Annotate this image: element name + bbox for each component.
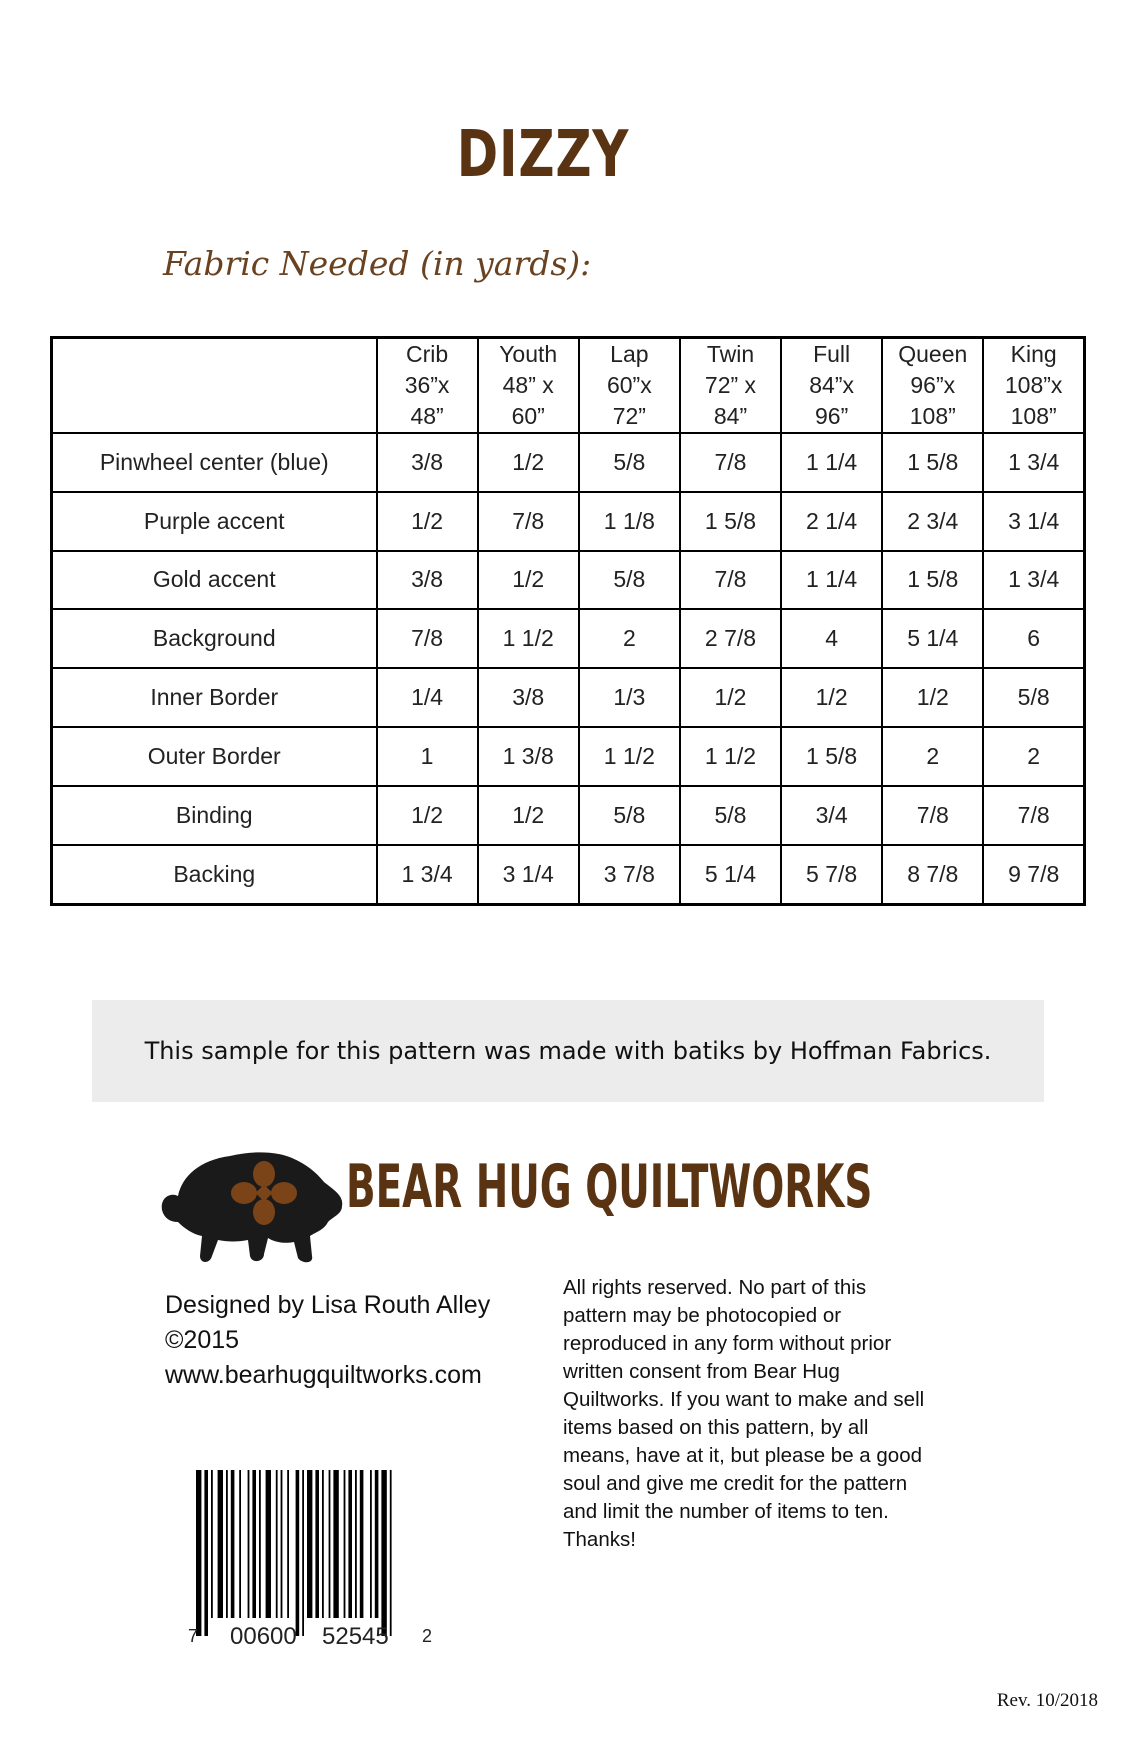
size-header-dims: 108”x — [1004, 372, 1063, 398]
size-header-name: Youth — [499, 341, 558, 367]
yardage-cell: 9 7/8 — [983, 845, 1084, 905]
yardage-cell: 6 — [983, 609, 1084, 668]
size-header-queen — [882, 338, 983, 434]
size-header-dims: 36”x — [404, 372, 450, 398]
yardage-cell: 3 7/8 — [579, 845, 680, 905]
size-header-row — [52, 338, 1085, 434]
size-header-dims2: 108” — [1010, 403, 1057, 429]
designer-info — [165, 1288, 490, 1393]
barcode-digits-right: 52545 — [322, 1623, 389, 1650]
fabric-label: Background — [52, 609, 377, 668]
barcode-digits-left: 00600 — [230, 1623, 297, 1650]
size-header-dims2: 96” — [815, 403, 849, 429]
size-header-dims: 60”x — [606, 372, 652, 398]
barcode-digit-check: 2 — [422, 1626, 433, 1646]
barcode-bar — [315, 1470, 319, 1618]
size-header-dims2: 72” — [612, 403, 646, 429]
yardage-cell: 2 1/4 — [781, 492, 882, 551]
yardage-cell: 3/4 — [781, 786, 882, 845]
size-header-dims2: 108” — [909, 403, 956, 429]
barcode-bar — [276, 1470, 278, 1618]
bear-silhouette — [162, 1152, 343, 1262]
barcode-bar — [239, 1470, 241, 1618]
yardage-cell: 1/2 — [680, 668, 781, 727]
table-row — [52, 492, 1085, 551]
designer-credit: Designed by Lisa Routh Alley — [165, 1291, 491, 1319]
barcode-digit-prefix: 7 — [188, 1626, 199, 1646]
yardage-cell: 1 1/2 — [579, 727, 680, 786]
website-link[interactable]: www.bearhugquiltworks.com — [165, 1361, 482, 1389]
yardage-cell: 3 1/4 — [478, 845, 579, 905]
size-header-lap — [579, 338, 680, 434]
size-header-crib — [377, 338, 478, 434]
yardage-cell: 5/8 — [983, 668, 1084, 727]
barcode-bar — [196, 1470, 201, 1636]
size-header-full — [781, 338, 882, 434]
size-header-dims2: 60” — [511, 403, 545, 429]
barcode-bar — [329, 1470, 331, 1618]
size-header-name: King — [1010, 341, 1057, 367]
fabric-label: Outer Border — [52, 727, 377, 786]
yardage-cell: 7/8 — [882, 786, 983, 845]
yardage-cell: 2 — [579, 609, 680, 668]
barcode-bar — [259, 1470, 261, 1618]
size-header-dims: 48” x — [502, 372, 554, 398]
brand-name: BEAR HUG QUILTWORKS — [346, 1152, 873, 1222]
yardage-cell: 1/2 — [781, 668, 882, 727]
sample-note-text: This sample for this pattern was made with batiks by Hoffman Fabrics. — [144, 1037, 992, 1065]
pattern-title: DIZZY — [456, 118, 630, 192]
barcode-bar — [370, 1470, 372, 1618]
yardage-cell: 3/8 — [377, 551, 478, 610]
yardage-cell: 1/2 — [478, 786, 579, 845]
yardage-cell: 1 1/8 — [579, 492, 680, 551]
yardage-cell: 1 5/8 — [680, 492, 781, 551]
barcode — [186, 1470, 446, 1650]
yardage-cell: 3/8 — [377, 433, 478, 492]
barcode-bar — [302, 1470, 304, 1636]
barcode-bar — [390, 1470, 392, 1636]
size-header-name: Twin — [706, 341, 755, 367]
size-header-name: Lap — [610, 341, 649, 367]
barcode-bar — [211, 1470, 213, 1618]
yardage-cell: 1/2 — [377, 492, 478, 551]
table-row — [52, 551, 1085, 610]
yardage-cell: 1 3/4 — [377, 845, 478, 905]
size-header-king — [983, 338, 1084, 434]
yardage-cell: 2 — [882, 727, 983, 786]
fabric-label: Backing — [52, 845, 377, 905]
size-header-dims: 84”x — [809, 372, 854, 398]
yardage-cell: 1 1/4 — [781, 433, 882, 492]
yardage-cell: 1/2 — [882, 668, 983, 727]
size-header-dims: 96”x — [910, 372, 956, 398]
sample-note-box — [92, 1000, 1044, 1102]
yardage-cell: 8 7/8 — [882, 845, 983, 905]
barcode-bars — [196, 1470, 392, 1636]
barcode-bar — [266, 1470, 271, 1618]
yardage-cell: 7/8 — [983, 786, 1084, 845]
fabric-label: Purple accent — [52, 492, 377, 551]
table-row — [52, 433, 1085, 492]
fabric-label: Gold accent — [52, 551, 377, 610]
yardage-cell: 1 1/2 — [680, 727, 781, 786]
yardage-cell: 4 — [781, 609, 882, 668]
barcode-bar — [360, 1470, 364, 1618]
barcode-bar — [348, 1470, 352, 1618]
barcode-bar — [322, 1470, 324, 1618]
revision-date: Rev. 10/2018 — [996, 1690, 1098, 1711]
size-header-youth — [478, 338, 579, 434]
table-header — [52, 338, 1085, 434]
table-row — [52, 845, 1085, 905]
size-header-twin — [680, 338, 781, 434]
yardage-cell: 1 1/2 — [478, 609, 579, 668]
fabric-requirements-table — [50, 336, 1086, 906]
yardage-cell: 2 3/4 — [882, 492, 983, 551]
yardage-cell: 1/2 — [478, 433, 579, 492]
table-body — [52, 433, 1085, 905]
yardage-cell: 1 3/4 — [983, 433, 1084, 492]
yardage-cell: 1/4 — [377, 668, 478, 727]
yardage-cell: 2 — [983, 727, 1084, 786]
yardage-cell: 7/8 — [478, 492, 579, 551]
header-empty-cell — [52, 338, 377, 434]
copyright-year: ©2015 — [165, 1326, 240, 1354]
size-header-dims2: 84” — [713, 403, 748, 429]
yardage-cell: 5/8 — [680, 786, 781, 845]
rights-statement: All rights reserved. No part of this pattern may be photocopied or reproduced in any form without prior written consent from Bear Hug Quiltworks. If you want to make and sell items based on this pattern, by all means, have at it, but please be a good soul and give me credit for the pattern and limit the number of items to ten. Thanks! — [563, 1276, 925, 1551]
barcode-bar — [226, 1470, 228, 1618]
barcode-bar — [231, 1470, 235, 1618]
size-header-name: Queen — [898, 341, 968, 367]
barcode-bar — [333, 1470, 338, 1618]
yardage-cell: 5 1/4 — [882, 609, 983, 668]
yardage-cell: 5 1/4 — [680, 845, 781, 905]
fabric-label: Inner Border — [52, 668, 377, 727]
yardage-cell: 7/8 — [680, 433, 781, 492]
size-header-dims2: 48” — [410, 403, 444, 429]
yardage-cell: 1 5/8 — [882, 433, 983, 492]
barcode-bar — [287, 1470, 289, 1618]
yardage-cell: 2 7/8 — [680, 609, 781, 668]
bear-logo-icon — [156, 1136, 346, 1268]
barcode-bar — [248, 1470, 250, 1618]
yardage-cell: 7/8 — [377, 609, 478, 668]
barcode-bar — [344, 1470, 346, 1618]
yardage-cell: 1 3/4 — [983, 551, 1084, 610]
yardage-cell: 3/8 — [478, 668, 579, 727]
yardage-cell: 1 5/8 — [882, 551, 983, 610]
yardage-cell: 5/8 — [579, 551, 680, 610]
barcode-bar — [281, 1470, 283, 1618]
barcode-bar — [375, 1470, 379, 1618]
barcode-bar — [218, 1470, 223, 1618]
yardage-cell: 1 3/8 — [478, 727, 579, 786]
size-header-dims: 72” x — [704, 372, 757, 398]
yardage-cell: 3 1/4 — [983, 492, 1084, 551]
fabric-label: Binding — [52, 786, 377, 845]
fabric-label: Pinwheel center (blue) — [52, 433, 377, 492]
size-header-name: Full — [813, 341, 851, 367]
barcode-bar — [204, 1470, 208, 1636]
barcode-bar — [296, 1470, 300, 1636]
yardage-cell: 1/3 — [579, 668, 680, 727]
barcode-bar — [307, 1470, 312, 1618]
yardage-cell: 1 — [377, 727, 478, 786]
yardage-cell: 5 7/8 — [781, 845, 882, 905]
yardage-cell: 1 5/8 — [781, 727, 882, 786]
table-row — [52, 786, 1085, 845]
table-row — [52, 668, 1085, 727]
fabric-needed-heading: Fabric Needed (in yards): — [163, 244, 592, 283]
yardage-cell: 1 1/4 — [781, 551, 882, 610]
yardage-cell: 1/2 — [377, 786, 478, 845]
barcode-bar — [381, 1470, 386, 1636]
barcode-bar — [355, 1470, 357, 1618]
yardage-cell: 5/8 — [579, 786, 680, 845]
yardage-cell: 1/2 — [478, 551, 579, 610]
size-header-name: Crib — [405, 341, 449, 367]
yardage-cell: 5/8 — [579, 433, 680, 492]
table-row — [52, 609, 1085, 668]
yardage-cell: 7/8 — [680, 551, 781, 610]
table-row — [52, 727, 1085, 786]
barcode-bar — [252, 1470, 256, 1618]
